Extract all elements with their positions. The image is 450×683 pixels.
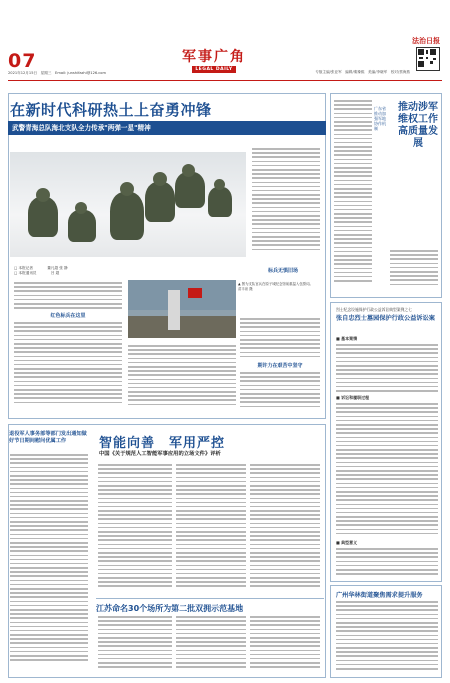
lead-body-col-1b: [14, 322, 122, 406]
lead-body-col-3b: [240, 372, 320, 410]
right-bottom-title: 广州华林街道聚焦需求提升服务: [336, 592, 423, 599]
lead-section-3: 期许力在艰苦中坚守: [257, 363, 303, 369]
qr-code-icon: [416, 47, 440, 71]
jiangsu-article-title: 江苏命名30个场所为第二批双拥示范基地: [96, 604, 244, 613]
right-top-title: 推动涉军维权工作高质量发展: [398, 102, 438, 149]
tower-photo: [128, 280, 236, 338]
right-top-body-2: [390, 250, 438, 288]
ai-body-col-1: [98, 464, 172, 590]
ai-body-col-3: [250, 464, 320, 590]
editor-credits: 专版主编/张亚军 编辑/秦豫熙 美编/李晓军 校对/蔡海燕: [315, 70, 410, 74]
lead-body-col-2: [128, 345, 236, 408]
ai-article-title: 智能向善 军用严控: [99, 436, 226, 451]
right-top-subtitle: 广东省推动加强军地协作机制: [374, 106, 386, 131]
lead-byline: □ 本报记者 董凡超 张 静 □ 本报通讯员 吕 超: [14, 266, 68, 275]
lead-body-col-right: [252, 148, 320, 253]
jiangsu-body-col-1: [98, 616, 172, 670]
lead-photo: [10, 152, 246, 257]
lead-body-col-3: [240, 318, 320, 360]
lead-section-1: 红色标兵在这里: [50, 313, 86, 319]
right-mid-section-a: ■ 基本案情: [336, 336, 358, 341]
section-title-block: [174, 48, 254, 78]
jiangsu-body-col-2: [176, 616, 246, 670]
right-mid-pretitle: 烈士纪念设施保护行政公益诉讼典型案例之七: [336, 307, 412, 312]
right-mid-body-b: [336, 403, 438, 537]
section-title: 军事广角: [182, 49, 246, 65]
right-mid-section-b: ■ 诉讼和履职过程: [336, 395, 370, 400]
divider: [96, 598, 324, 599]
right-mid-body-c: [336, 548, 438, 577]
right-top-body-1: [334, 100, 372, 284]
lead-body-col-1: [14, 282, 122, 311]
ai-article-subtitle: 中国《关于规范人工智能军事应用的立场文件》评析: [99, 451, 221, 457]
lead-headline: 在新时代科研热土上奋勇冲锋: [10, 101, 212, 119]
section-subtitle: LEGAL DAILY: [192, 66, 236, 73]
right-mid-section-c: ■ 典型意义: [336, 540, 358, 545]
newspaper-logo: 法治日报: [412, 36, 440, 45]
masthead-rule: [8, 80, 442, 81]
ai-body-col-2: [176, 464, 246, 590]
left-brief-body: [10, 454, 88, 663]
jiangsu-body-col-3: [250, 616, 320, 670]
date-line: 2021年12月15日 星期三 Email: junshifazhi@126.com: [8, 71, 106, 75]
right-mid-body-a: [336, 344, 438, 394]
left-brief-title: 退役军人事务部等部门发出通知做好节日期间慰问优属工作: [9, 431, 87, 444]
right-bottom-body: [336, 601, 438, 672]
lead-section-2: 标兵无惧旧场: [267, 268, 298, 274]
lead-subheadline: 武警青海总队海北支队全力传承"两弹一星"精神: [8, 121, 326, 135]
page-number: 07: [8, 50, 37, 72]
tower-photo-caption: ▲ 图为支队官兵在原子城纪念馆前重温入伍誓词。 苗丰泉 摄: [238, 282, 313, 291]
right-mid-title: 张自忠烈士墓园保护行政公益诉讼案: [336, 315, 435, 322]
masthead: [0, 0, 450, 82]
